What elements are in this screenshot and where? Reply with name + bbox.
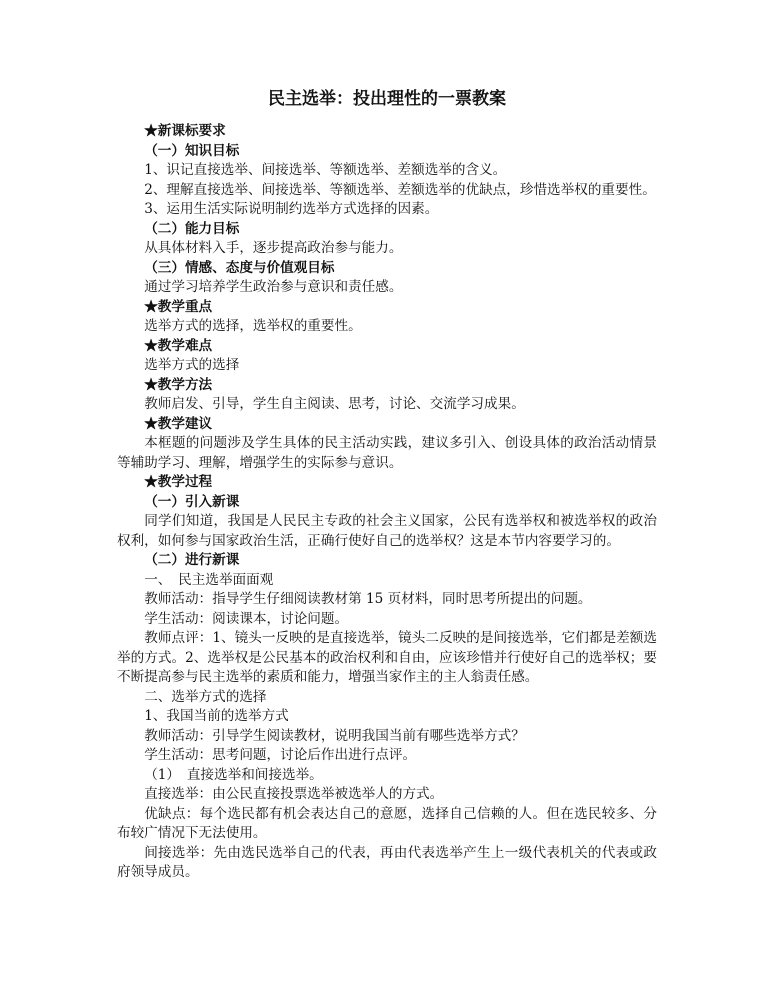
student-activity-1: 学生活动：阅读课本，讨论问题。 — [144, 610, 349, 627]
heading-new-lesson: （二）进行新课 — [144, 552, 240, 568]
heading-knowledge: （一）知识目标 — [144, 142, 240, 159]
teacher-activity-2: 教师活动：引导学生阅读教材，说明我国当前有哪些选举方式？ — [144, 727, 525, 744]
heading-difficulty: ★教学难点 — [144, 337, 213, 354]
part2-heading: 二、选举方式的选择 — [144, 688, 267, 705]
knowledge-item-3: 3、运用生活实际说明制约选举方式选择的因素。 — [144, 201, 439, 217]
direct-election-pros-cons: 优缺点：每个选民都有机会表达自己的意愿，选择自己信赖的人。但在选民较多、分布较广情况下无法使用。 — [117, 805, 657, 841]
document-title: 民主选举：投出理性的一票教案 — [268, 89, 506, 109]
teacher-comment-1: 教师点评：1、镜头一反映的是直接选举，镜头二反映的是间接选举，它们都是差额选举的方式。2、选举权是公民基本的政治权利和自由，应该珍惜并行使好自己的选举权；要不断提高参与民主选举的素质和能力，增强当家作主的主人翁责任感。 — [117, 630, 657, 685]
heading-process: ★教学过程 — [144, 474, 213, 490]
student-activity-2: 学生活动：思考问题，讨论后作出进行点评。 — [144, 747, 417, 763]
difficulty-text: 选举方式的选择 — [144, 357, 240, 373]
teacher-activity-1: 教师活动：指导学生仔细阅读教材第 15 页材料，同时思考所提出的问题。 — [144, 591, 592, 607]
indirect-election-definition: 间接选举：先由选民选举自己的代表，再由代表选举产生上一级代表机关的代表或政府领导成员。 — [117, 844, 657, 880]
part1-heading: 一、 民主选举面面观 — [144, 571, 274, 588]
current-methods-heading: 1、我国当前的选举方式 — [144, 708, 289, 724]
heading-ability: （二）能力目标 — [144, 220, 240, 237]
document-page — [117, 88, 657, 883]
heading-emotion: （三）情感、态度与价值观目标 — [144, 259, 335, 276]
direct-election-definition: 直接选举：由公民直接投票选举被选举人的方式。 — [144, 786, 444, 802]
sub1-heading: （1） 直接选举和间接选举。 — [144, 766, 323, 783]
heading-method: ★教学方法 — [144, 376, 213, 393]
heading-standard: ★新课标要求 — [144, 123, 226, 139]
heading-advice: ★教学建议 — [144, 415, 213, 432]
emotion-text: 通过学习培养学生政治参与意识和责任感。 — [144, 279, 403, 295]
heading-key-point: ★教学重点 — [144, 298, 213, 315]
ability-text: 从具体材料入手，逐步提高政治参与能力。 — [144, 240, 403, 256]
key-point-text: 选举方式的选择，选举权的重要性。 — [144, 318, 362, 334]
advice-text: 本框题的问题涉及学生具体的民主活动实践，建议多引入、创设具体的政治活动情景等辅助学习、理解，增强学生的实际参与意识。 — [117, 435, 657, 471]
intro-text: 同学们知道，我国是人民民主专政的社会主义国家，公民有选举权和被选举权的政治权利，如何参与国家政治生活，正确行使好自己的选举权？这是本节内容要学习的。 — [117, 513, 657, 549]
knowledge-item-1: 1、识记直接选举、间接选举、等额选举、差额选举的含义。 — [144, 162, 507, 178]
knowledge-item-2: 2、理解直接选举、间接选举、等额选举、差额选举的优缺点，珍惜选举权的重要性。 — [144, 181, 656, 198]
heading-intro: （一）引入新课 — [144, 493, 240, 510]
method-text: 教师启发、引导，学生自主阅读、思考，讨论、交流学习成果。 — [144, 396, 525, 412]
